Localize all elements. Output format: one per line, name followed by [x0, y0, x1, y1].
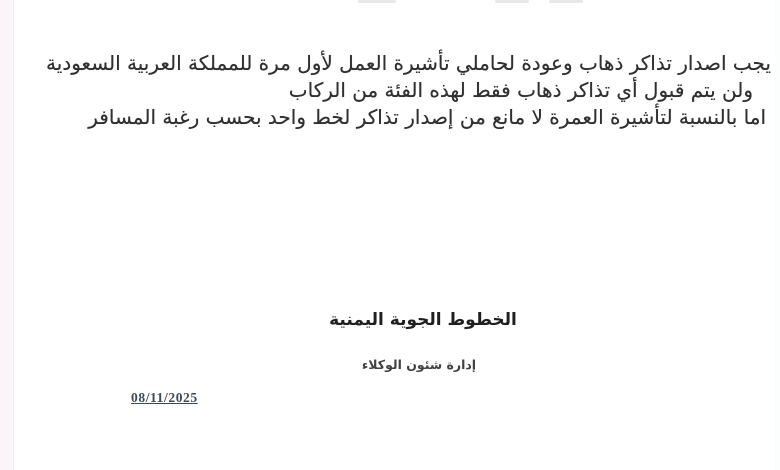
document-date: 08/11/2025: [131, 390, 198, 405]
company-name: الخطوط الجوية اليمنية: [329, 310, 517, 330]
top-edge-artifact: [549, 0, 583, 3]
top-edge-artifact: [495, 0, 529, 3]
notice-paragraph: [20, 50, 771, 131]
notice-line-1: يجب اصدار تذاكر ذهاب وعودة لحاملي تأشيرة العمل لأول مرة للمملكة العربية السعودية: [46, 51, 771, 75]
page-right-edge-shade: [775, 0, 780, 470]
notice-line-2: ولن يتم قبول أي تذاكر ذهاب فقط لهذه الفئة من الركاب: [288, 78, 753, 102]
page-left-edge-shade: [0, 0, 14, 470]
notice-line-3: اما بالنسبة لتأشيرة العمرة لا مانع من إصدار تذاكر لخط واحد بحسب رغبة المسافر: [88, 105, 766, 129]
department-name: إدارة شئون الوكلاء: [361, 357, 477, 372]
top-edge-artifact: [358, 0, 396, 3]
